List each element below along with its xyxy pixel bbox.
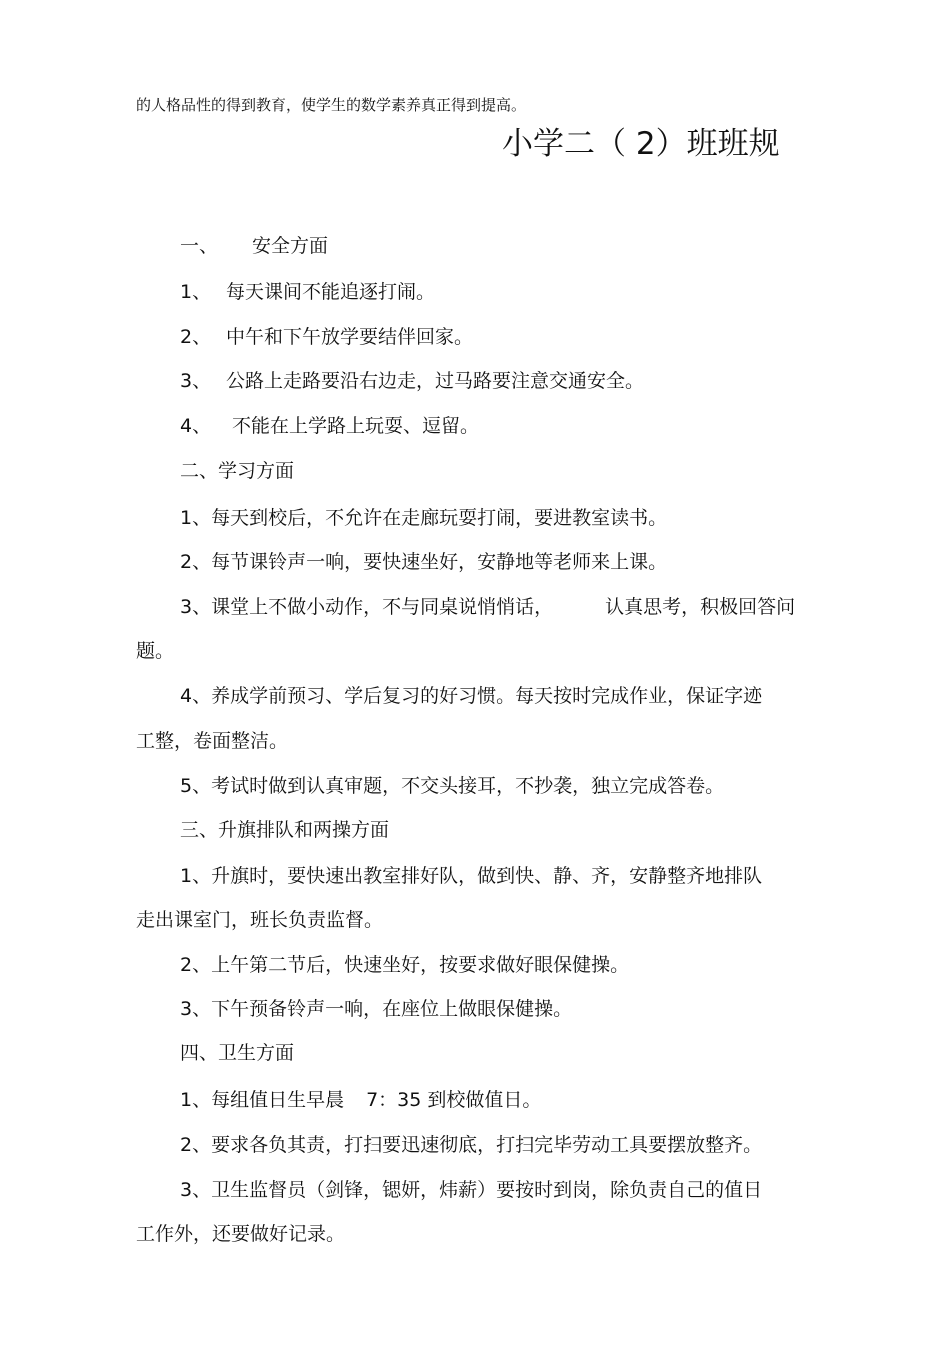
item-text: 公路上走路要沿右边走，过马路要注意交通安全。 (226, 370, 645, 392)
list-item (180, 369, 644, 393)
list-item (180, 325, 473, 349)
list-item: 5、考试时做到认真审题，不交头接耳，不抄袭，独立完成答卷。 (180, 775, 725, 797)
list-item (180, 414, 479, 438)
page-title: 小学二（ 2）班班规 (502, 126, 780, 162)
item-text-part: 认真思考，积极回答问 (605, 596, 796, 618)
list-item-continuation: 工作外，还要做好记录。 (136, 1223, 346, 1245)
section-number: 一、 (180, 235, 219, 257)
item-number: 1、 (180, 281, 212, 303)
list-item (180, 1088, 541, 1112)
intro-line: 的人格品性的得到教育，使学生的数学素养真正得到提高。 (136, 96, 527, 114)
list-item-continuation: 题。 (136, 640, 175, 662)
list-item: 1、升旗时，要快速出教室排好队，做到快、静、齐，安静整齐地排队 (180, 865, 763, 887)
item-number: 3、 (180, 370, 212, 392)
list-item: 3、卫生监督员（剑锋，锶妍，炜薪）要按时到岗，除负责自己的值日 (180, 1179, 763, 1201)
list-item: 2、要求各负其责，打扫要迅速彻底，打扫完毕劳动工具要摆放整齐。 (180, 1134, 763, 1156)
item-text-part: 3、课堂上不做小动作，不与同桌说悄悄话， (180, 596, 554, 618)
item-text-part: 1、每组值日生早晨 (180, 1089, 345, 1111)
section-heading-flag: 三、升旗排队和两操方面 (180, 819, 390, 841)
list-item-continuation: 走出课室门，班长负责监督。 (136, 909, 384, 931)
section-heading-safety (180, 234, 328, 258)
item-text: 中午和下午放学要结伴回家。 (226, 326, 474, 348)
item-text: 每天课间不能追逐打闹。 (226, 281, 436, 303)
list-item (180, 595, 795, 619)
section-heading-study: 二、学习方面 (180, 460, 295, 482)
item-text: 不能在上学路上玩耍、逗留。 (232, 415, 480, 437)
section-title: 安全方面 (252, 235, 329, 257)
list-item: 3、下午预备铃声一响，在座位上做眼保健操。 (180, 998, 573, 1020)
item-text-part: 7：35 到校做值日。 (366, 1089, 542, 1111)
list-item: 2、每节课铃声一响，要快速坐好，安静地等老师来上课。 (180, 551, 668, 573)
section-heading-hygiene: 四、卫生方面 (180, 1042, 295, 1064)
list-item: 4、养成学前预习、学后复习的好习惯。每天按时完成作业，保证字迹 (180, 685, 763, 707)
list-item (180, 280, 435, 304)
list-item: 2、上午第二节后，快速坐好，按要求做好眼保健操。 (180, 954, 630, 976)
item-number: 2、 (180, 326, 212, 348)
list-item-continuation: 工整，卷面整洁。 (136, 730, 289, 752)
list-item: 1、每天到校后，不允许在走廊玩耍打闹，要进教室读书。 (180, 507, 668, 529)
item-number: 4、 (180, 415, 212, 437)
